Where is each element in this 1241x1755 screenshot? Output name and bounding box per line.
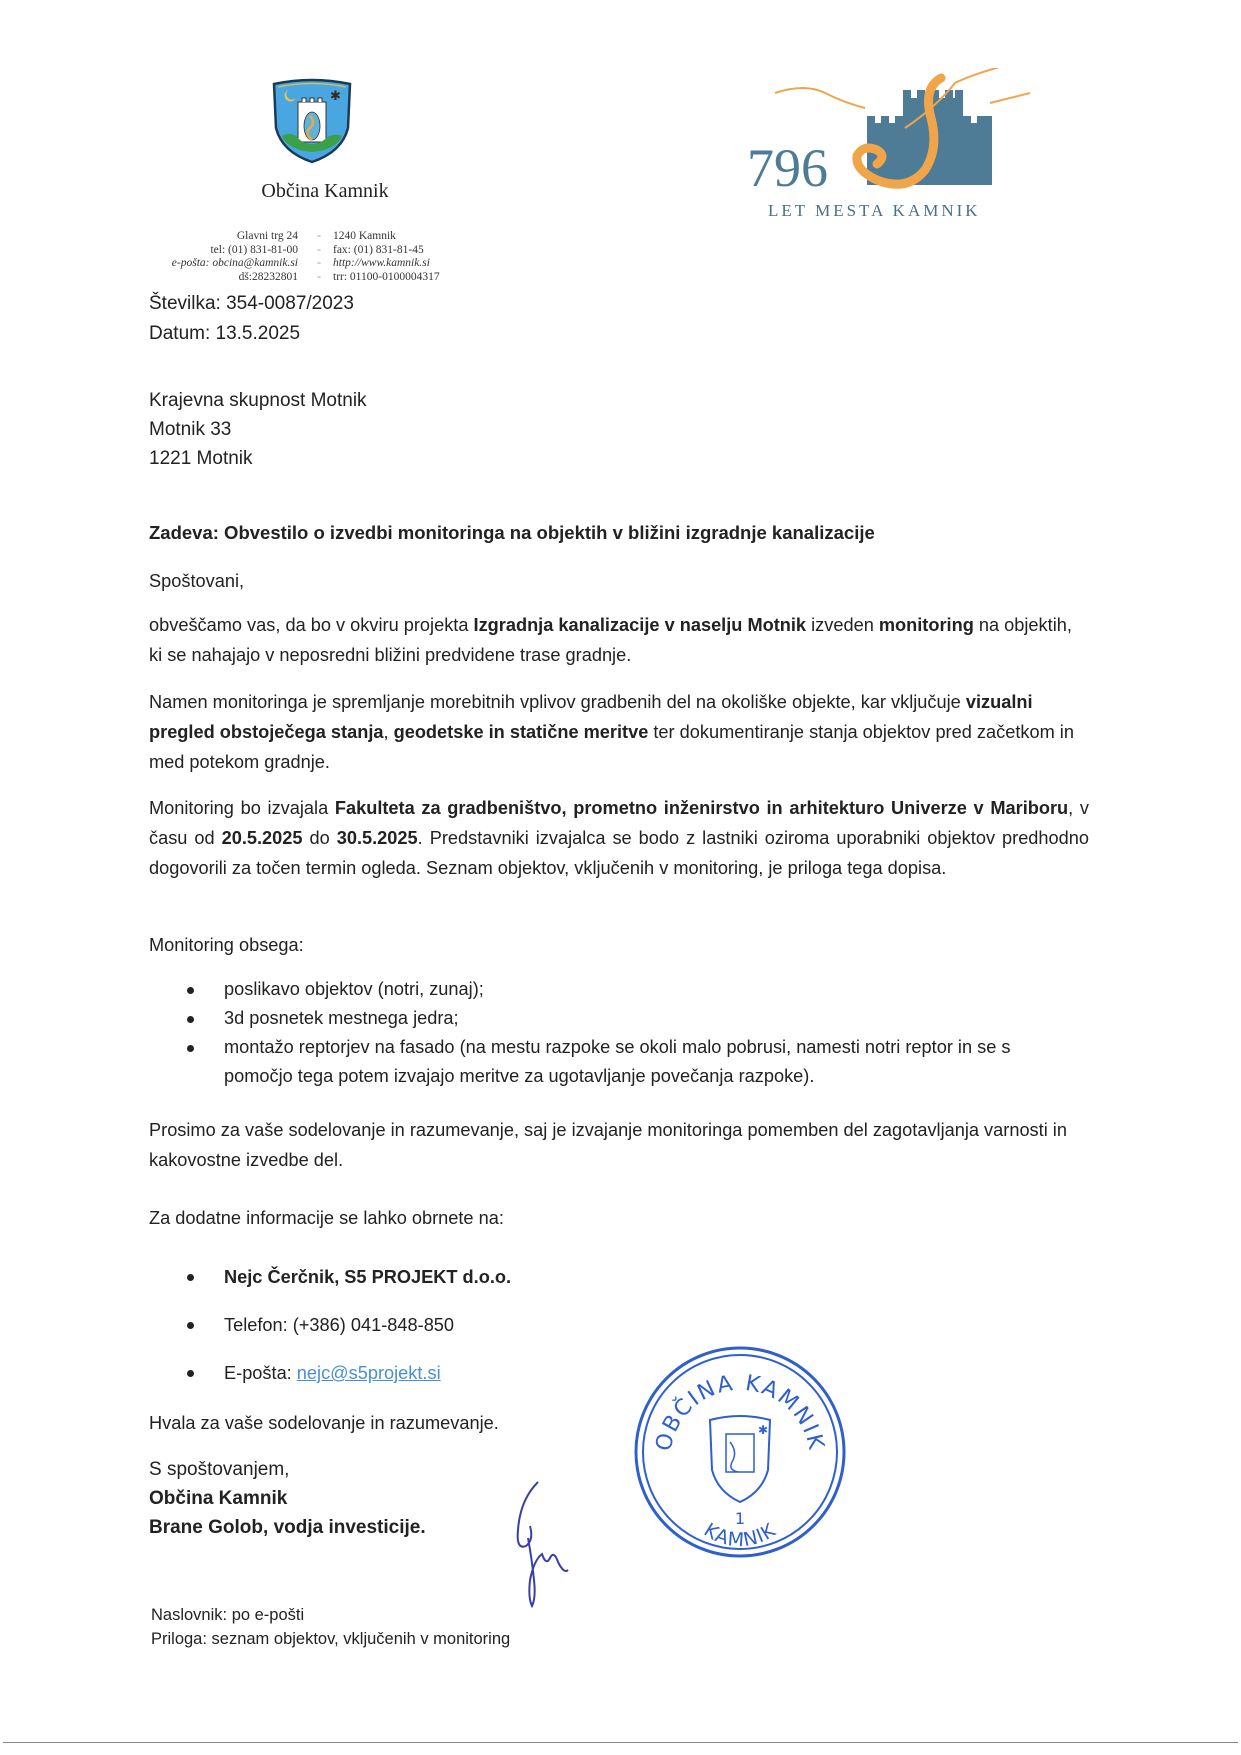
kamnik-coat-of-arms-icon bbox=[270, 78, 354, 164]
address-bank-account: trr: 01100-0100004317 bbox=[333, 270, 440, 283]
contact-email-link[interactable]: nejc@s5projekt.si bbox=[296, 1363, 441, 1383]
address-separators: - - - - bbox=[317, 230, 321, 283]
svg-text:OBČINA KAMNIK: OBČINA KAMNIK bbox=[651, 1370, 829, 1454]
paragraph-contractor: Monitoring bo izvajala Fakulteta za gradbeništvo, prometno inženirstvo in arhitekturo Univerze v Mariboru, v času od 20.5.2025 do 30.5.2025. Predstavniki izvajalca se bodo z lastniki oziroma uporabniki objektov predhodno dogovorili za točen termin ogleda. Seznam objektov, vključenih v monitoring, je priloga tega dopisa. bbox=[149, 798, 1089, 878]
document-number: Številka: 354-0087/2023 bbox=[149, 293, 354, 314]
greeting: Spoštovani, bbox=[149, 571, 245, 591]
svg-text:KAMNIK: KAMNIK bbox=[699, 1518, 781, 1552]
attachment-note: Priloga: seznam objektov, vključenih v monitoring bbox=[151, 1630, 511, 1648]
letter-subject: Zadeva: Obvestilo o izvedbi monitoringa na objektih v bližini izgradnje kanalizacije bbox=[149, 522, 875, 543]
handwritten-signature-icon bbox=[490, 1470, 590, 1610]
paragraph-request: Prosimo za vaše sodelovanje in razumevanje, saj je izvajanje monitoringa pomemben del zagotavljanja varnosti in kakovostne izvedbe del. bbox=[149, 1120, 1067, 1170]
address-tel: tel: (01) 831-81-00 bbox=[210, 243, 298, 256]
address-fax: fax: (01) 831-81-45 bbox=[333, 243, 424, 256]
contact-email-item: E-pošta: nejc@s5projekt.si bbox=[149, 1358, 1089, 1388]
contact-list bbox=[149, 1262, 1089, 1388]
recipient-name: Krajevna skupnost Motnik bbox=[149, 390, 367, 411]
recipient-address bbox=[149, 386, 367, 473]
end-date: 30.5.2025 bbox=[336, 828, 418, 848]
address-email: e-pošta: obcina@kamnik.si bbox=[171, 257, 298, 269]
contractor-name: Fakulteta za gradbeništvo, prometno inženirstvo in arhitekturo Univerze v Mariboru bbox=[334, 798, 1069, 818]
recipient-street: Motnik 33 bbox=[149, 419, 232, 440]
list-item: 3d posnetek mestnega jedra; bbox=[149, 1004, 1089, 1033]
footer-notes bbox=[151, 1603, 510, 1651]
signatory-name: Brane Golob, vodja investicije. bbox=[149, 1517, 426, 1538]
official-stamp-icon bbox=[630, 1342, 850, 1562]
project-name: Izgradnja kanalizacije v naselju Motnik bbox=[473, 615, 807, 635]
scope-list bbox=[149, 975, 1089, 1091]
thanks-line: Hvala za vaše sodelovanje in razumevanje. bbox=[149, 1413, 499, 1433]
start-date: 20.5.2025 bbox=[221, 828, 303, 848]
closing: S spoštovanjem, bbox=[149, 1459, 290, 1480]
signature-block bbox=[149, 1455, 426, 1542]
address-right bbox=[333, 230, 513, 284]
svg-text:796: 796 bbox=[747, 138, 828, 198]
address-street: Glavni trg 24 bbox=[236, 230, 298, 242]
contact-phone: Telefon: (+386) 041-848-850 bbox=[149, 1310, 1089, 1340]
paragraph-purpose: Namen monitoringa je spremljanje morebitnih vplivov gradbenih del na okoliške objekte, kar vključuje vizualni pregled obstoječega stanja, geodetske in statične meritve ter dokumentiranje stanja objektov pred začetkom in med potekom gradnje. bbox=[149, 692, 1074, 772]
organization-name: Občina Kamnik bbox=[261, 180, 389, 202]
address-tax-id: dš:28232801 bbox=[238, 270, 298, 283]
list-item: poslikavo objektov (notri, zunaj); bbox=[149, 975, 1089, 1004]
contact-intro: Za dodatne informacije se lahko obrnete na: bbox=[149, 1208, 504, 1228]
page-bottom-rule bbox=[3, 1742, 1238, 1743]
paragraph-intro: obveščamo vas, da bo v okviru projekta Izgradnja kanalizacije v naselju Motnik izveden monitoring na objektih, ki se nahajajo v neposredni bližini predvidene trase gradnje. bbox=[149, 615, 1072, 665]
address-website: http://www.kamnik.si bbox=[333, 257, 430, 269]
anniversary-logo-caption: LET MESTA KAMNIK bbox=[768, 201, 981, 220]
scope-title: Monitoring obsega: bbox=[149, 935, 304, 955]
document-date: Datum: 13.5.2025 bbox=[149, 323, 301, 344]
signatory-org: Občina Kamnik bbox=[149, 1488, 288, 1509]
svg-text:1: 1 bbox=[734, 1509, 746, 1528]
list-item: montažo reptorjev na fasado (na mestu razpoke se okoli malo pobrusi, namesti notri reptor in se s pomočjo tega potem izvajajo meritve za ugotavljanje povečanja razpoke). bbox=[149, 1033, 1064, 1091]
address-left bbox=[140, 230, 298, 284]
svg-text:✱: ✱ bbox=[330, 89, 341, 104]
contact-name: Nejc Čerčnik, S5 PROJEKT d.o.o. bbox=[149, 1262, 1089, 1292]
svg-text:✱: ✱ bbox=[758, 1423, 769, 1437]
delivery-note: Naslovnik: po e-pošti bbox=[151, 1606, 305, 1624]
recipient-city: 1221 Motnik bbox=[149, 448, 253, 469]
address-postcode: 1240 Kamnik bbox=[333, 230, 396, 242]
